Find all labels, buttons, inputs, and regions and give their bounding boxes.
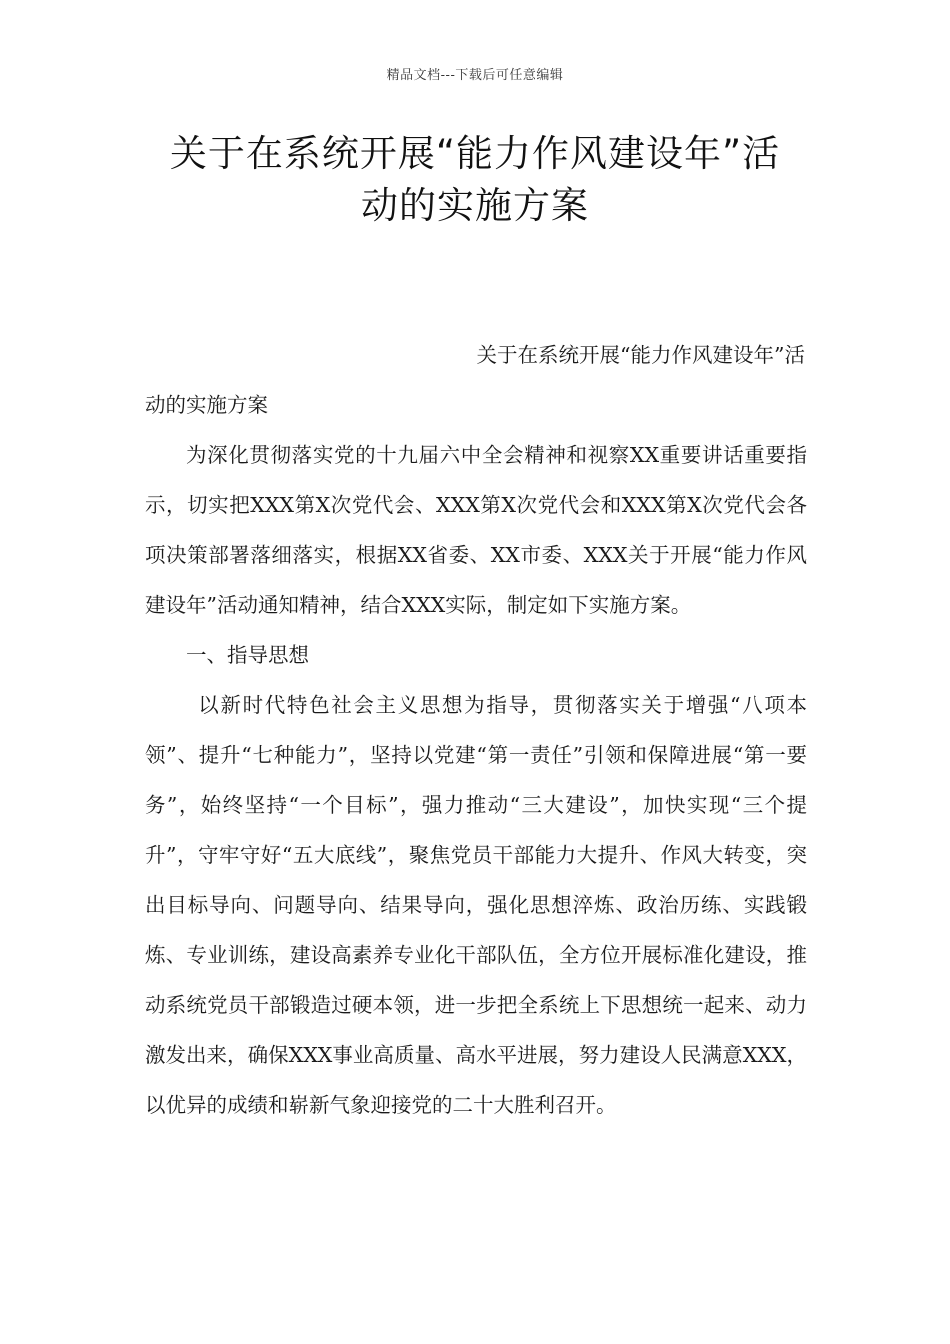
repeat-title-line-2: 动的实施方案	[145, 393, 268, 417]
document-body	[145, 330, 807, 1130]
header-note: 精品文档---下载后可任意编辑	[386, 68, 564, 83]
repeat-title-line-1: 关于在系统开展“能力作风建设年”活	[476, 343, 805, 367]
document-title-line-2: 动的实施方案	[361, 184, 589, 227]
document-title-line-1: 关于在系统开展“能力作风建设年”活	[169, 132, 781, 175]
section-heading-guiding-ideology: 一、指导思想	[186, 643, 309, 667]
guiding-ideology-paragraph: 以新时代特色社会主义思想为指导，贯彻落实关于增强“八项本领”、提升“七种能力”，坚持以党建“第一责任”引领和保障进展“第一要务”，始终坚持“一个目标”，强力推动“三大建设”，加快实现“三个提升”，守牢守好“五大底线”，聚焦党员干部能力大提升、作风大转变，突出目标导向、问题导向、结果导向，强化思想淬炼、政治历练、实践锻炼、专业训练，建设高素养专业化干部队伍，全方位开展标准化建设，推动系统党员干部锻造过硬本领，进一步把全系统上下思想统一起来、动力激发出来，确保XXX事业高质量、高水平进展，努力建设人民满意XXX，以优异的成绩和崭新气象迎接党的二十大胜利召开。	[145, 693, 807, 1117]
document-title	[120, 128, 830, 232]
intro-paragraph: 为深化贯彻落实党的十九届六中全会精神和视察XX重要讲话重要指示，切实把XXX第X次党代会、XXX第X次党代会和XXX第X次党代会各项决策部署落细落实，根据XX省委、XX市委、XXX关于开展“能力作风建设年”活动通知精神，结合XXX实际，制定如下实施方案。	[145, 443, 807, 617]
